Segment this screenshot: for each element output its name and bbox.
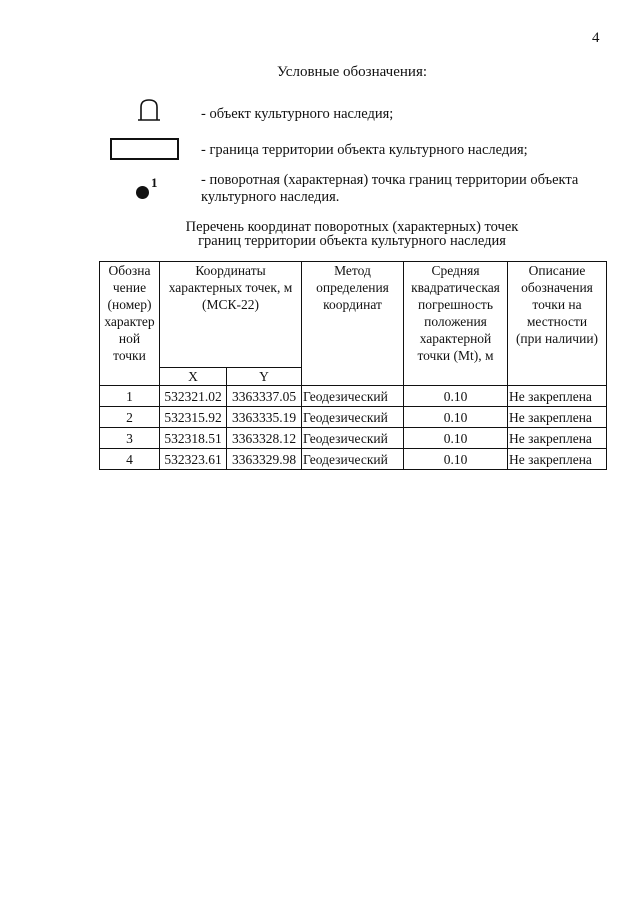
- cell-number: 2: [100, 407, 160, 428]
- turning-point-icon: [136, 186, 149, 199]
- legend-item-boundary: - граница территории объекта культурного наследия;: [201, 142, 528, 158]
- cell-description: Не закреплена: [508, 386, 607, 407]
- cell-error: 0.10: [404, 386, 508, 407]
- legend-item-heritage: - объект культурного наследия;: [201, 106, 394, 122]
- header-coordinates: Координаты характерных точек, м (МСК-22): [160, 262, 302, 368]
- coordinates-table: [99, 261, 607, 470]
- cell-error: 0.10: [404, 449, 508, 470]
- cell-x: 532315.92: [160, 407, 227, 428]
- table-row: [100, 407, 607, 428]
- boundary-rectangle-icon: [110, 138, 179, 160]
- turning-point-number: 1: [151, 175, 158, 190]
- header-x: X: [160, 368, 227, 386]
- cell-description: Не закреплена: [508, 428, 607, 449]
- cell-error: 0.10: [404, 428, 508, 449]
- legend-title: Условные обозначения:: [276, 64, 428, 80]
- cell-description: Не закреплена: [508, 449, 607, 470]
- header-number: Обозна чение (номер) характер ной точки: [100, 262, 160, 386]
- cell-method: Геодезический: [302, 407, 404, 428]
- table-row: [100, 428, 607, 449]
- cell-y: 3363328.12: [227, 428, 302, 449]
- cell-number: 1: [100, 386, 160, 407]
- cell-y: 3363337.05: [227, 386, 302, 407]
- header-description: Описание обозначения точки на местности (при наличии): [508, 262, 607, 386]
- cell-y: 3363335.19: [227, 407, 302, 428]
- cell-method: Геодезический: [302, 386, 404, 407]
- legend-item-point-line1: - поворотная (характерная) точка границ территории объекта: [201, 172, 579, 188]
- header-method: Метод определения координат: [302, 262, 404, 386]
- cell-error: 0.10: [404, 407, 508, 428]
- cell-number: 3: [100, 428, 160, 449]
- header-error: Средняя квадратическая погрешность положения характерной точки (Mt), м: [404, 262, 508, 386]
- table-row: [100, 386, 607, 407]
- cultural-heritage-icon: [138, 98, 160, 123]
- list-title-line1: Перечень координат поворотных (характерных) точек: [185, 219, 519, 235]
- page-number: 4: [592, 30, 600, 46]
- cell-x: 532318.51: [160, 428, 227, 449]
- table-row: [100, 449, 607, 470]
- cell-description: Не закреплена: [508, 407, 607, 428]
- cell-method: Геодезический: [302, 449, 404, 470]
- legend-item-point-line2: культурного наследия.: [201, 189, 340, 205]
- list-title-line2: границ территории объекта культурного наследия: [198, 233, 506, 249]
- cell-x: 532321.02: [160, 386, 227, 407]
- cell-method: Геодезический: [302, 428, 404, 449]
- coordinates-list-title: [0, 220, 640, 248]
- header-y: Y: [227, 368, 302, 386]
- cell-y: 3363329.98: [227, 449, 302, 470]
- cell-number: 4: [100, 449, 160, 470]
- cell-x: 532323.61: [160, 449, 227, 470]
